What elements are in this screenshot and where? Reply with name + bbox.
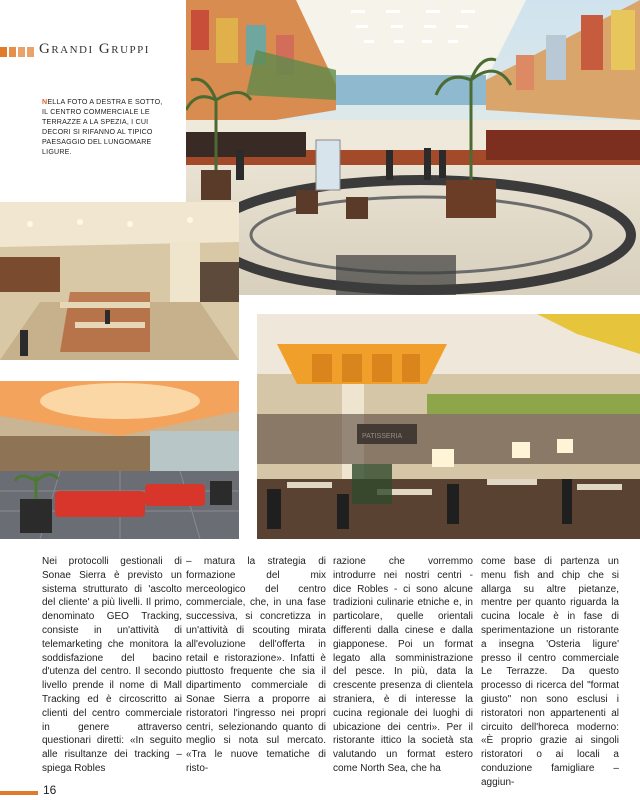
- section-title: Grandi Gruppi: [39, 41, 150, 57]
- article-column-3: razione che vorremmo introdurre nei nostri centri - dice Robles - ci sono alcune tradizioni culinarie etniche e, in particolare, quelle orientali differenti dalla cinese e dalla giapponese. Poi un format legato alla somministrazione del pesce. In più, data la crescente presenza di clientela straniera, è di interesse la cucina regionale dei luoghi di ubicazione dei centri». Per il ristorante ittico la società sta valutando un format estero come North Sea, che ha: [333, 556, 473, 774]
- section-header: [0, 41, 185, 61]
- article-column-1: Nei protocolli gestionali di Sonae Sierra è previsto un sistema strutturato di 'ascolto del cliente' a più livelli. Il primo, denominato GEO Tracking, consiste in un'attività di telemarketing che monitora la soddisfazione del bacino d'utenza del centro. Il secondo livello prende il nome di Mall Tracking ed è circoscritto ai clienti del centro commerciale in genere attraverso questionari diretti: «In seguito alle risultanze dei tracking – spiega Robles: [42, 556, 182, 774]
- photo-mall-atrium: [186, 0, 640, 295]
- article-column-2: – matura la strategia di formazione del mix merceologico del centro commerciale, che, in una fase successiva, si concretizza in un'attività di scouting mirata all'evoluzione dell'offerta in retail e ristorazione». Infatti è piuttosto frequente che sia il dipartimento commerciale di Sonae Sierra a proporre ai ristoratori l'ingresso nei propri centri, selezionando quanto di meglio si nota sul mercato. «Tra le nuove tematiche di risto-: [186, 556, 326, 774]
- photo-caption: [42, 97, 170, 157]
- photo-mall-gallery: [0, 202, 239, 360]
- photo-food-court: [257, 314, 640, 539]
- photo-mall-lounge: [0, 381, 239, 539]
- page-number: 16: [43, 783, 57, 797]
- section-marker-icon: [0, 47, 36, 57]
- caption-dropcap: N: [42, 98, 48, 106]
- footer-accent-bar: [0, 791, 38, 795]
- caption-text: ELLA FOTO A DESTRA E SOTTO, IL CENTRO COMMERCIALE LE TERRAZZE A LA SPEZIA, I CUI DECORI SI RIFANNO AL TIPICO PAESAGGIO DEL LUNGOMARE LIGURE.: [42, 98, 163, 156]
- article-column-4: come base di partenza un menu fish and chip che si allarga su altre pietanze, mentre per quanto riguarda la cucina locale è in fase di sperimentazione un ristorante a insegna 'Osteria ligure' presso il centro commerciale Le Terrazze. Da questo processo di ricerca del "format giusto" non sono esclusi i ristoratori non appartenenti al circuito dell'horeca moderno: «È proprio grazie ai singoli ristoratori o ai locali a conduzione famigliare – aggiun-: [481, 556, 619, 788]
